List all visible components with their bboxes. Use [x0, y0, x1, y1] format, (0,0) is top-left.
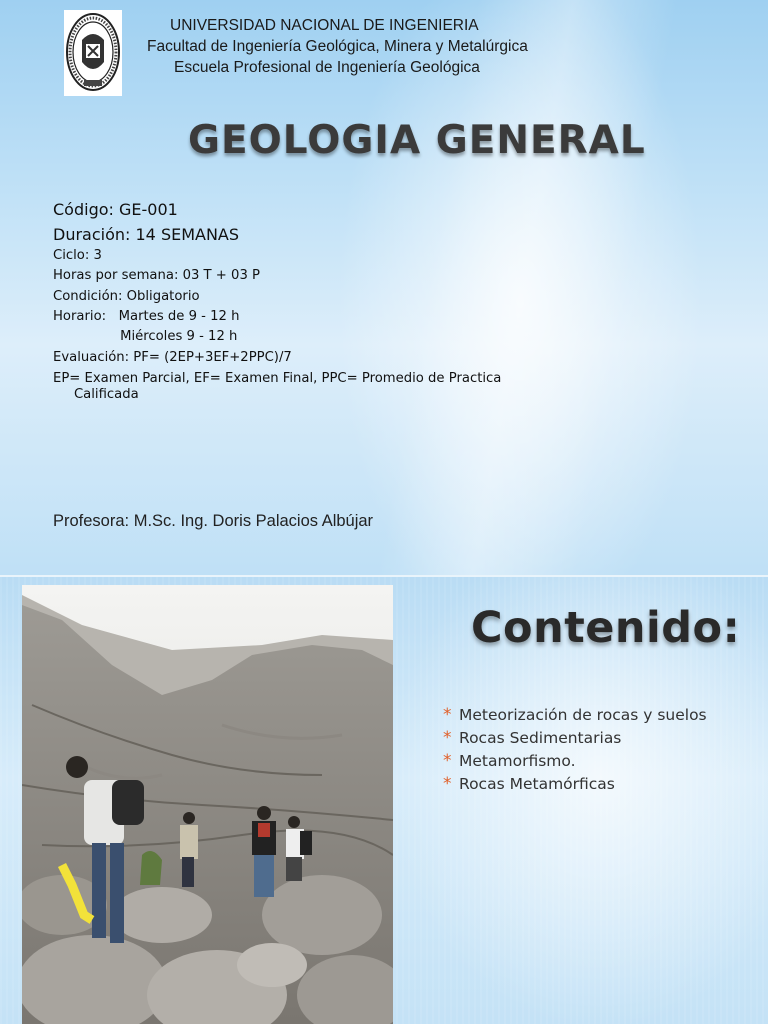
content-slide	[0, 577, 768, 1024]
course-condition: Condición: Obligatorio	[53, 289, 200, 304]
schedule-wednesday: Miércoles 9 - 12 h	[53, 329, 238, 344]
university-name: UNIVERSIDAD NACIONAL DE INGENIERIA	[170, 17, 479, 34]
asterisk-bullet-icon: *	[443, 705, 452, 725]
content-title: Contenido:	[471, 603, 741, 653]
list-item	[443, 728, 753, 748]
hours-per-week: Horas por semana: 03 T + 03 P	[53, 268, 260, 283]
university-seal-logo	[64, 10, 122, 96]
evaluation-formula: Evaluación: PF= (2EP+3EF+2PPC)/7	[53, 350, 292, 365]
asterisk-bullet-icon: *	[443, 774, 452, 794]
list-item	[443, 751, 753, 771]
asterisk-bullet-icon: *	[443, 728, 452, 748]
course-duration: Duración: 14 SEMANAS	[53, 225, 240, 244]
evaluation-legend: EP= Examen Parcial, EF= Examen Final, PPC= Promedio de Practica	[53, 371, 502, 386]
course-cycle: Ciclo: 3	[53, 248, 102, 263]
topic-text: Metamorfismo.	[459, 752, 576, 770]
topics-list	[443, 705, 753, 801]
school-name: Escuela Profesional de Ingeniería Geológica	[174, 59, 480, 76]
topic-text: Meteorización de rocas y suelos	[459, 706, 707, 724]
faculty-name: Facultad de Ingeniería Geológica, Minera y Metalúrgica	[147, 38, 528, 55]
schedule-tuesday: Horario: Martes de 9 - 12 h	[53, 309, 240, 324]
list-item	[443, 705, 753, 725]
list-item	[443, 774, 753, 794]
topic-text: Rocas Sedimentarias	[459, 729, 622, 747]
topic-text: Rocas Metamórficas	[459, 775, 615, 793]
asterisk-bullet-icon: *	[443, 751, 452, 771]
course-title: GEOLOGIA GENERAL	[188, 118, 646, 163]
field-trip-photo	[22, 585, 393, 1024]
evaluation-legend-cont: Calificada	[53, 387, 139, 402]
course-code: Código: GE-001	[53, 200, 178, 219]
professor-name: Profesora: M.Sc. Ing. Doris Palacios Albújar	[53, 512, 374, 530]
